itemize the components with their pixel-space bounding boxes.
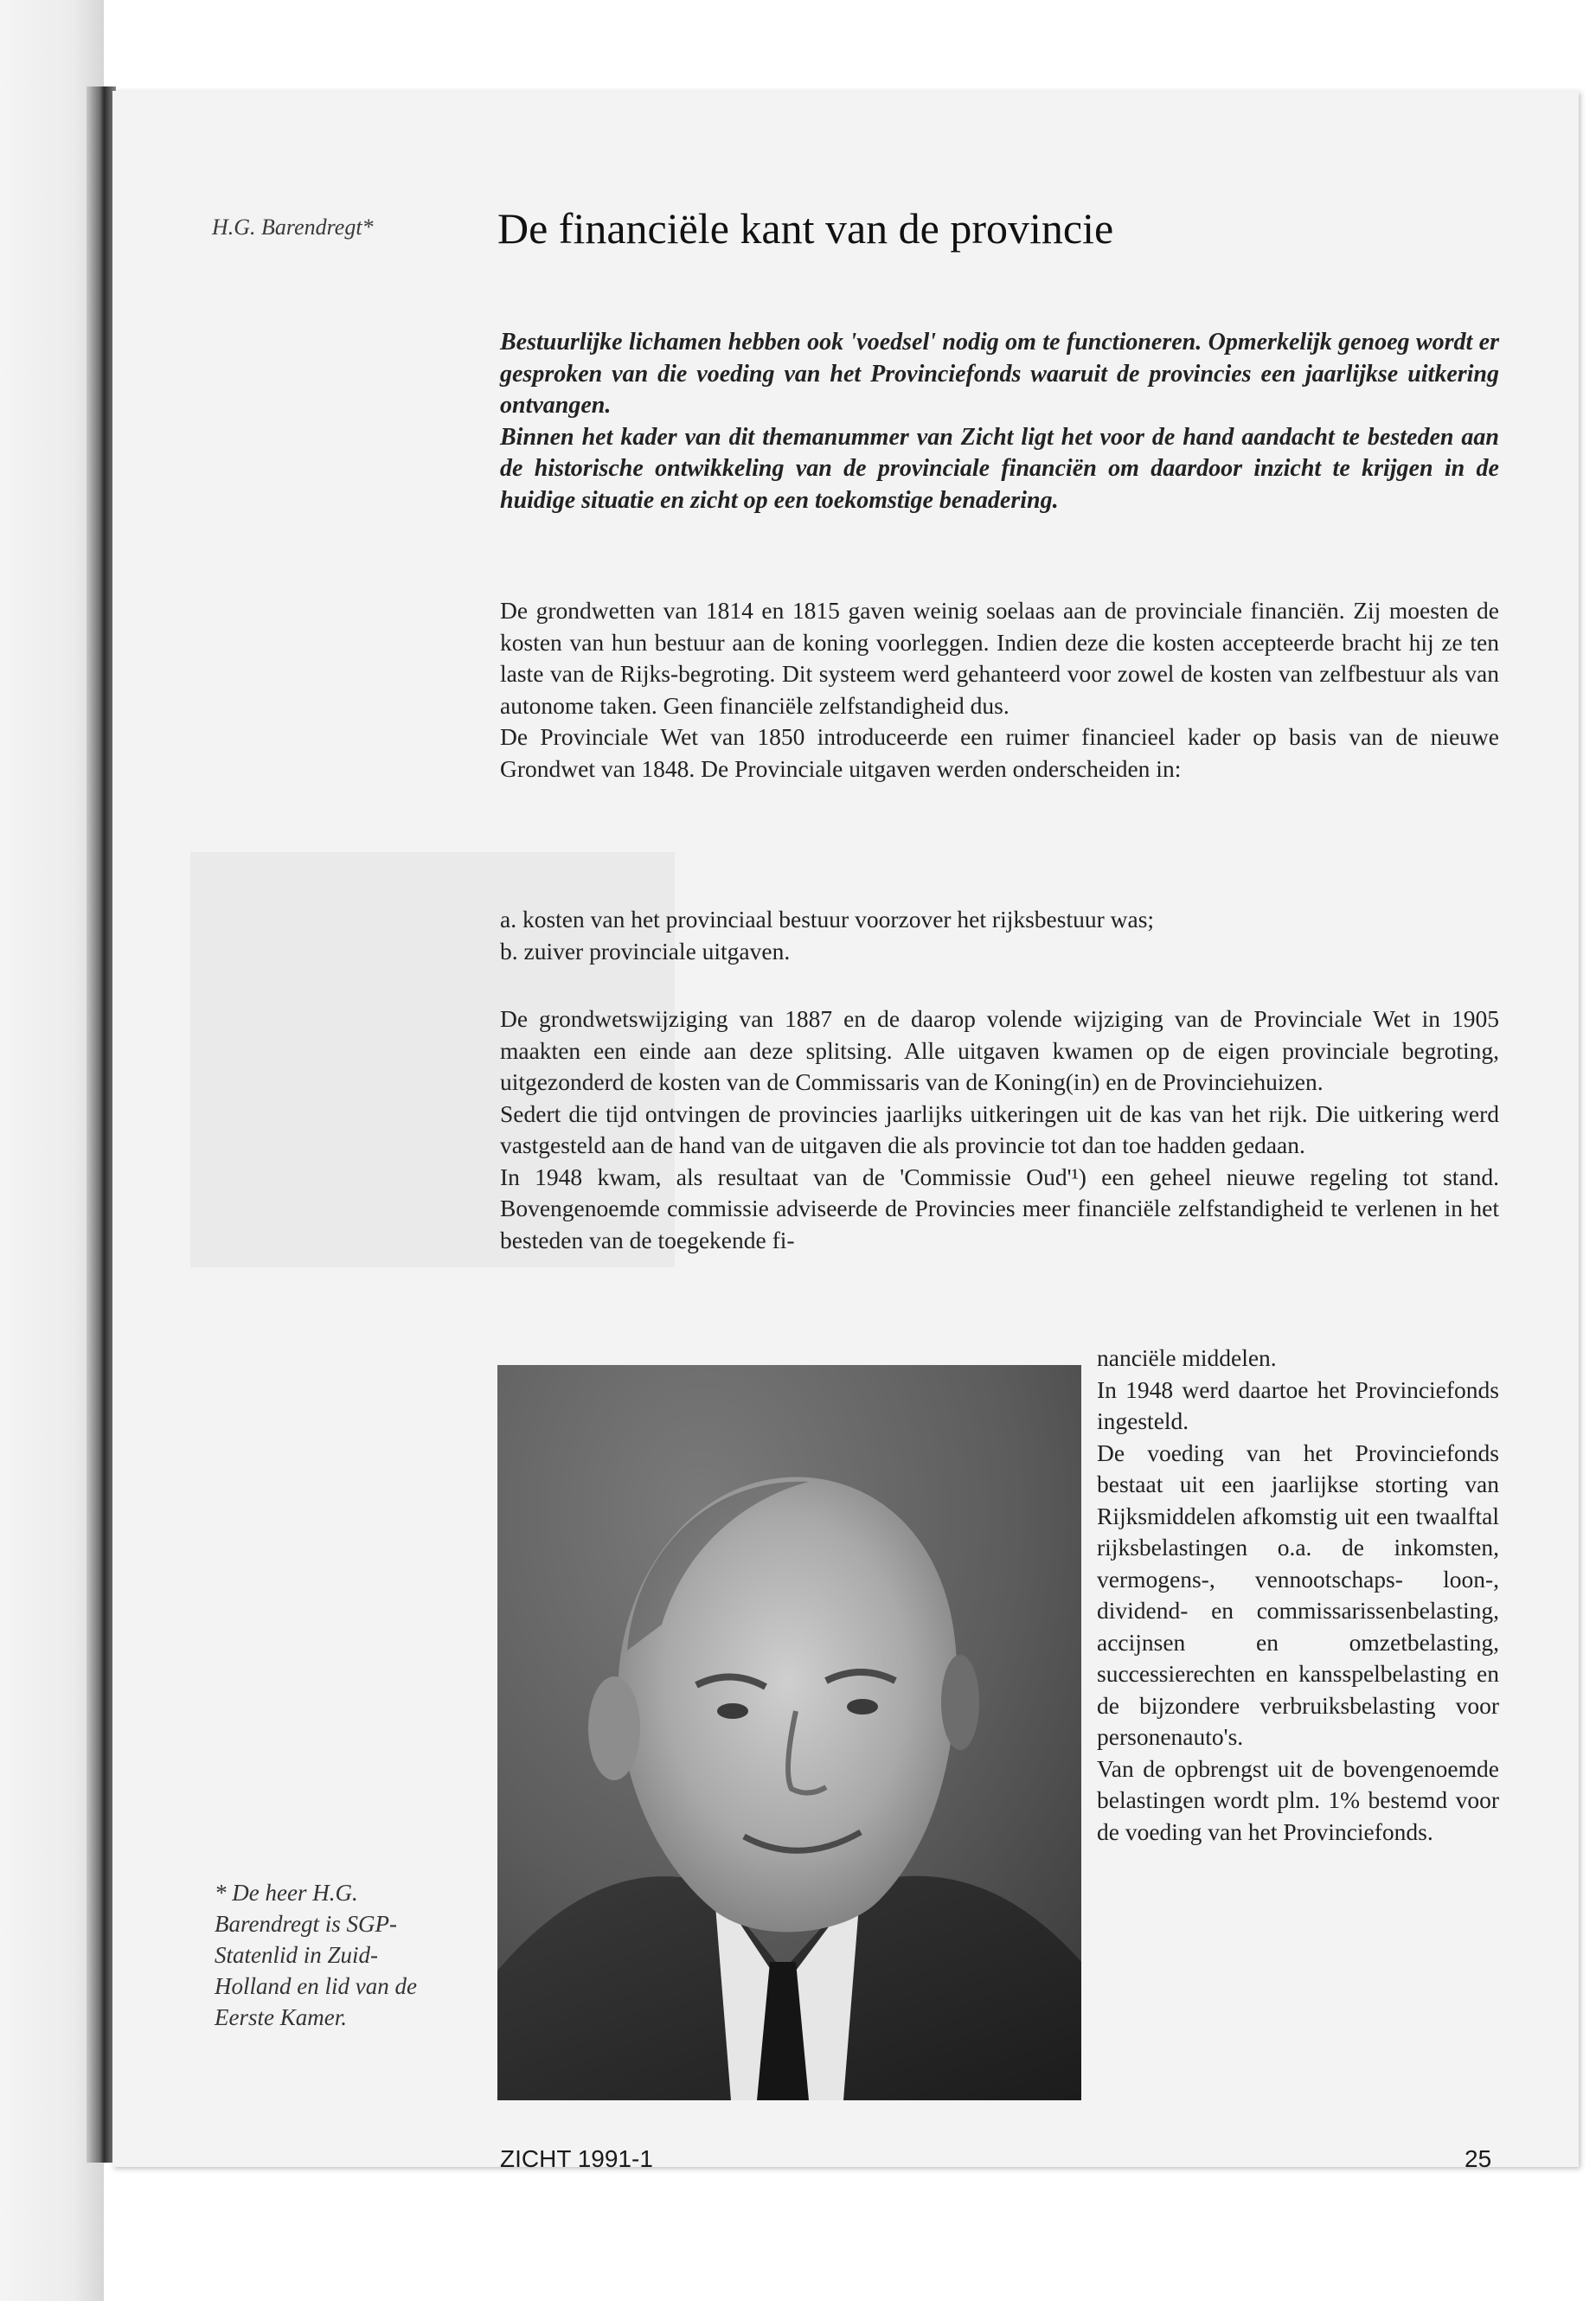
body-section-1 xyxy=(500,595,1499,785)
lead-paragraph xyxy=(500,327,1499,516)
body-paragraph: nanciële middelen. xyxy=(1097,1344,1277,1371)
body-paragraph: Van de opbrengst uit de bovengenoemde belastingen wordt plm. 1% bestemd voor de voeding van het Provinciefonds. xyxy=(1097,1754,1499,1845)
right-column-text xyxy=(1097,1343,1499,1848)
body-paragraph: Sedert die tijd ontvingen de provincies jaarlijks uitkeringen uit de kas van het rijk. Die uitkering werd vastgesteld aan de hand van de uitgaven die als provincie tot dan toe hadden gedaan. xyxy=(500,1099,1499,1158)
body-section-3 xyxy=(500,1003,1499,1256)
author-footnote: * De heer H.G. Barendregt is SGP-Statenlid in Zuid-Holland en lid van de Eerste Kamer. xyxy=(215,1880,417,2030)
body-paragraph: De Provinciale Wet van 1850 introduceerde een ruimer financieel kader op basis van de nieuwe Grondwet van 1848. De Provinciale uitgaven werden onderscheiden in: xyxy=(500,723,1499,782)
journal-footer: ZICHT 1991-1 xyxy=(500,2145,653,2172)
body-paragraph: In 1948 werd daartoe het Provinciefonds ingesteld. xyxy=(1097,1375,1499,1434)
book-spine xyxy=(87,87,116,2163)
article-title: De financiële kant van de provincie xyxy=(497,204,1114,253)
body-paragraph: De voeding van het Provinciefonds bestaat uit een jaarlijkse storting van Rijksmiddelen afkomstig uit een twaalftal rijksbelastingen o.a. de inkomsten, vermogens-, vennootschaps- loon-, dividend- en commissarissenbelasting, accijnsen en omzetbelasting, successierechten en kansspelbelasting en de bijzondere verbruiksbelasting voor personenauto's. xyxy=(1097,1439,1499,1750)
lead-sentence-1: Bestuurlijke lichamen hebben ook 'voedsel' nodig om te functioneren. Opmerkelijk genoeg wordt er gesproken van die voeding van het Provinciefonds waaruit de provincies een jaarlijkse uitkering ontvangen. xyxy=(500,329,1499,419)
body-paragraph: De grondwetten van 1814 en 1815 gaven weinig soelaas aan de provinciale financiën. Zij moesten de kosten van hun bestuur aan de koning voorleggen. Indien deze die kosten accepteerde bracht hij ze ten laste van de Rijks-begroting. Dit systeem werd gehanteerd voor zowel de kosten van zelfbestuur als van autonome taken. Geen financiële zelfstandigheid dus. xyxy=(500,597,1499,719)
list-item: a. kosten van het provinciaal bestuur voorzover het rijksbestuur was; xyxy=(500,906,1155,933)
lead-sentence-2: Binnen het kader van dit themanummer van Zicht ligt het voor de hand aandacht te besteden aan de historische ontwikkeling van de provinciale financiën om daardoor inzicht te krijgen in de huidige situatie en zicht op een toekomstige benadering. xyxy=(500,423,1499,514)
page-number: 25 xyxy=(1465,2145,1492,2172)
list-item: b. zuiver provinciale uitgaven. xyxy=(500,937,791,965)
author-byline: H.G. Barendregt* xyxy=(212,215,374,240)
body-paragraph: In 1948 kwam, als resultaat van de 'Commissie Oud'¹) een geheel nieuwe regeling tot stand. Bovengenoemde commissie adviseerde de Provincies meer financiële zelfstandigheid te verlenen in het besteden van de toegekende fi- xyxy=(500,1163,1499,1253)
expense-list xyxy=(500,904,1499,967)
author-portrait-photo xyxy=(497,1365,1081,2100)
body-paragraph: De grondwetswijziging van 1887 en de daarop volende wijziging van de Provinciale Wet in 1905 maakten een einde aan deze splitsing. Alle uitgaven kwamen op de eigen provinciale begroting, uitgezonderd de kosten van de Commissaris van de Koning(in) en de Provinciehuizen. xyxy=(500,1005,1499,1095)
